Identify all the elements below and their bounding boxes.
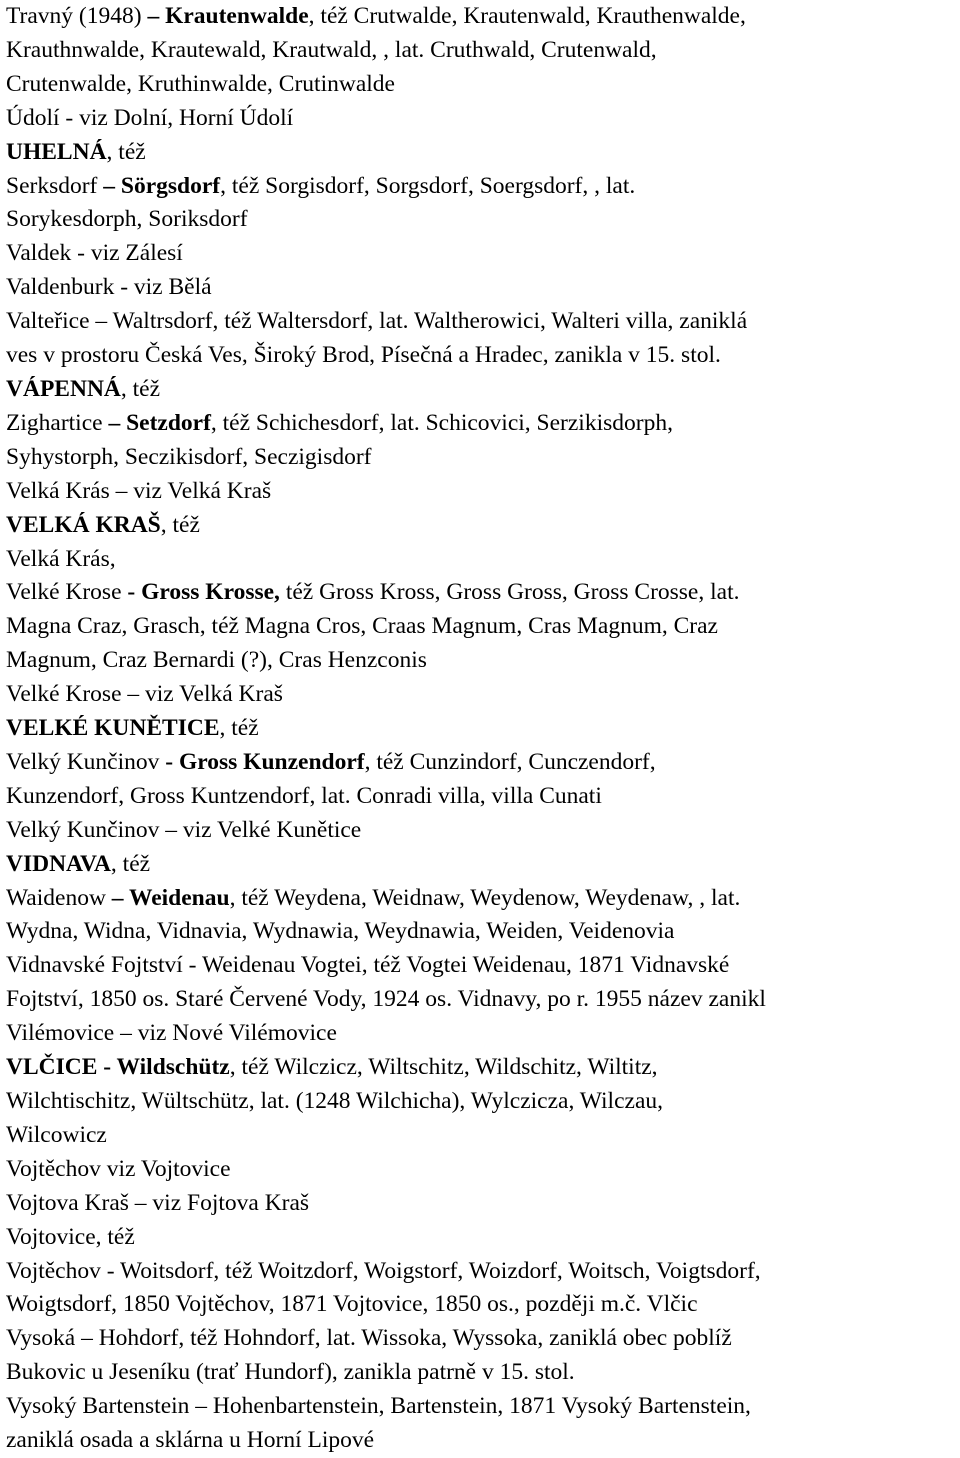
text-run: Valteřice – Waltrsdorf, též Waltersdorf, lat. Waltherowici, Walteri villa, zaniklá (6, 308, 748, 335)
text-run: , též Wilczicz, Wiltschitz, Wildschitz, Wiltitz, (229, 1054, 658, 1081)
text-run: Velký Kunčinov – viz Velké Kunětice (6, 816, 362, 843)
text-line (6, 407, 958, 441)
text-line (6, 882, 958, 916)
text-run: , též (160, 511, 200, 538)
text-run: , též Weydena, Weidnaw, Weydenow, Weydenaw, , lat. (229, 884, 741, 911)
text-run: Vysoký Bartenstein – Hohenbartenstein, Bartenstein, 1871 Vysoký Bartenstein, (6, 1393, 751, 1420)
text-line (6, 1153, 958, 1187)
text-run: , též (120, 375, 161, 402)
bold-term: UHELNÁ (6, 138, 107, 165)
text-run: , též (106, 138, 146, 165)
text-line (6, 983, 958, 1017)
text-run: Kunzendorf, Gross Kuntzendorf, lat. Conradi villa, villa Cunati (6, 782, 602, 809)
text-run: Waidenow (6, 884, 112, 911)
text-run: Fojtství, 1850 os. Staré Červené Vody, 1924 os. Vidnavy, po r. 1955 název zanikl (6, 986, 766, 1013)
text-run: Velké Krose (6, 579, 128, 606)
text-run: Vidnavské Fojtství - Weidenau Vogtei, též Vogtei Weidenau, 1871 Vidnavské (6, 952, 730, 979)
text-line (6, 136, 958, 170)
text-run: Velká Krás – viz Velká Kraš (6, 477, 272, 504)
text-line (6, 305, 958, 339)
text-line (6, 509, 958, 543)
text-run: Wilcowicz (6, 1121, 107, 1148)
text-line (6, 68, 958, 102)
text-run: , též (110, 850, 151, 877)
text-line (6, 0, 958, 34)
text-run: Krauthnwalde, Krautewald, Krautwald, , lat. Cruthwald, Crutenwald, (6, 36, 657, 63)
text-line (6, 576, 958, 610)
text-line (6, 237, 958, 271)
text-run: Vojtova Kraš – viz Fojtova Kraš (6, 1189, 310, 1216)
text-line (6, 339, 958, 373)
text-run: , též Schichesdorf, lat. Schicovici, Serzikisdorph, (210, 409, 673, 436)
text-run: Wilchtischitz, Wültschütz, lat. (1248 Wilchicha), Wylczicza, Wilczau, (6, 1088, 664, 1114)
document-page (6, 0, 958, 1458)
bold-term: – Setzdorf (108, 409, 211, 436)
bold-term: - Gross Kunzendorf (165, 748, 365, 775)
text-line (6, 1424, 958, 1458)
text-run: Magnum, Craz Bernardi (?), Cras Henzconis (6, 647, 427, 674)
text-line (6, 543, 958, 577)
text-run: zaniklá osada a sklárna u Horní Lipové (6, 1427, 375, 1454)
text-run: Vilémovice – viz Nové Vilémovice (6, 1020, 337, 1047)
text-run: Údolí - viz Dolní, Horní Údolí (6, 104, 294, 131)
bold-term: – Sörgsdorf (103, 172, 221, 199)
text-line (6, 475, 958, 509)
text-run: Vojtěchov - Woitsdorf, též Woitzdorf, Woigstorf, Woizdorf, Woitsch, Voigtsdorf, (6, 1257, 761, 1284)
bold-term: - Gross Krosse, (127, 579, 280, 606)
text-line (6, 678, 958, 712)
text-line (6, 1017, 958, 1051)
bold-term: VIDNAVA (6, 850, 111, 877)
text-run: Bukovic u Jeseníku (trať Hundorf), zanikla patrně v 15. stol. (6, 1359, 575, 1386)
text-line (6, 102, 958, 136)
text-line (6, 373, 958, 407)
text-run: Wydna, Widna, Vidnavia, Wydnawia, Weydnawia, Weiden, Veidenovia (6, 918, 675, 945)
text-run: , též Cunzindorf, Cunczendorf, (364, 748, 656, 775)
text-run: Magna Craz, Grasch, též Magna Cros, Craas Magnum, Cras Magnum, Craz (6, 613, 718, 640)
text-run: Sorykesdorph, Soriksdorf (6, 206, 248, 233)
text-run: Zighartice (6, 409, 109, 436)
text-run: , též (219, 715, 259, 742)
text-line (6, 203, 958, 237)
text-run: Crutenwalde, Kruthinwalde, Crutinwalde (6, 70, 395, 97)
text-line (6, 610, 958, 644)
text-line (6, 1119, 958, 1153)
text-line (6, 1390, 958, 1424)
text-line (6, 271, 958, 305)
bold-term: VÁPENNÁ (6, 375, 121, 402)
text-line (6, 915, 958, 949)
text-line (6, 1187, 958, 1221)
text-line (6, 644, 958, 678)
bold-term: VLČICE - Wildschütz (6, 1054, 230, 1081)
bold-term: VELKÉ KUNĚTICE (6, 715, 220, 742)
text-run: Syhystorph, Seczikisdorf, Seczigisdorf (6, 443, 372, 470)
text-line (6, 441, 958, 475)
text-line (6, 1288, 958, 1322)
text-line (6, 848, 958, 882)
text-line (6, 170, 958, 204)
text-line (6, 1051, 958, 1085)
text-run: Travný (1948) (6, 3, 148, 29)
text-run: Velké Krose – viz Velká Kraš (6, 681, 283, 708)
text-run: ves v prostoru Česká Ves, Široký Brod, Písečná a Hradec, zanikla v 15. stol. (6, 342, 721, 369)
text-line (6, 1356, 958, 1390)
text-run: Vojtěchov viz Vojtovice (6, 1155, 231, 1182)
text-line (6, 814, 958, 848)
text-line (6, 746, 958, 780)
bold-term: – Krautenwalde (147, 3, 309, 29)
text-run: Valdenburk - viz Bělá (6, 274, 212, 301)
text-run: , též Sorgisdorf, Sorgsdorf, Soergsdorf, , lat. (220, 172, 636, 199)
bold-term: VELKÁ KRAŠ (6, 511, 161, 538)
text-line (6, 1085, 958, 1119)
text-run: Valdek - viz Zálesí (6, 240, 183, 267)
text-line (6, 1221, 958, 1255)
text-line (6, 949, 958, 983)
text-line (6, 780, 958, 814)
text-line (6, 34, 958, 68)
text-run: , též Crutwalde, Krautenwald, Krauthenwalde, (308, 3, 746, 29)
text-run: Vysoká – Hohdorf, též Hohndorf, lat. Wissoka, Wyssoka, zaniklá obec poblíž (6, 1325, 732, 1352)
text-line (6, 1255, 958, 1289)
text-run: Vojtovice, též (6, 1223, 135, 1250)
text-line (6, 712, 958, 746)
text-run: Serksdorf (6, 172, 104, 199)
text-line (6, 1322, 958, 1356)
text-run: Velký Kunčinov (6, 748, 166, 775)
text-run: též Gross Kross, Gross Gross, Gross Crosse, lat. (279, 579, 740, 606)
text-run: Velká Krás, (6, 545, 116, 572)
text-run: Woigtsdorf, 1850 Vojtěchov, 1871 Vojtovice, 1850 os., později m.č. Vlčic (6, 1291, 698, 1318)
bold-term: – Weidenau (111, 884, 230, 911)
